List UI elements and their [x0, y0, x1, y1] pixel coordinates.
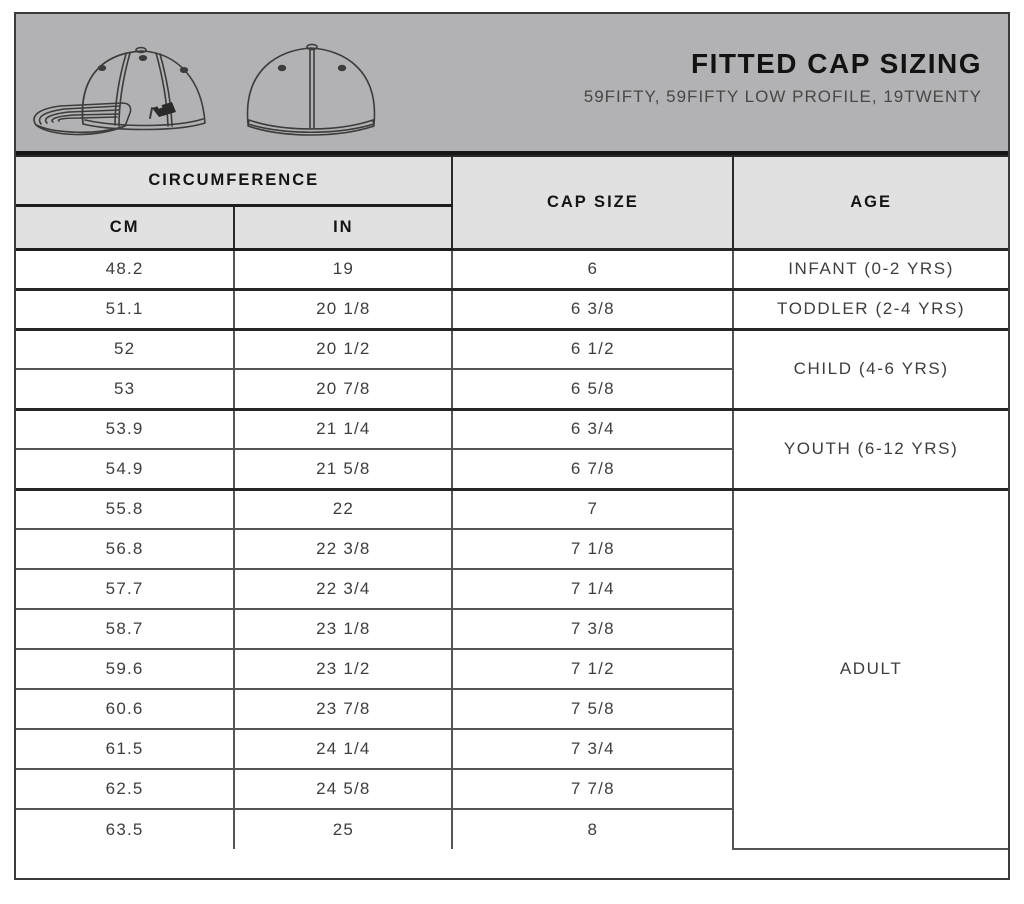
- page-subtitle: 59FIFTY, 59FIFTY LOW PROFILE, 19TWENTY: [583, 87, 982, 106]
- in-cell: 23 7/8: [234, 689, 452, 729]
- cap-size-cell: 7 3/8: [452, 609, 733, 649]
- in-cell: 23 1/8: [234, 609, 452, 649]
- cm-cell: 58.7: [16, 609, 234, 649]
- cm-cell: 54.9: [16, 449, 234, 489]
- cm-header: CM: [16, 205, 234, 249]
- in-cell: 25: [234, 809, 452, 849]
- in-header: IN: [234, 205, 452, 249]
- cm-cell: 57.7: [16, 569, 234, 609]
- age-cell: YOUTH (6-12 YRS): [733, 409, 1008, 489]
- cap-size-cell: 7 5/8: [452, 689, 733, 729]
- cap-size-cell: 7 7/8: [452, 769, 733, 809]
- in-cell: 24 1/4: [234, 729, 452, 769]
- header-titles: [584, 14, 1008, 151]
- sizing-chart-sheet: [14, 12, 1010, 880]
- table-row: [16, 489, 1008, 529]
- table-row: [16, 409, 1008, 449]
- sizing-table-body: [16, 249, 1008, 849]
- cap-back-view-icon: [248, 44, 375, 135]
- cap-size-cell: 7 1/2: [452, 649, 733, 689]
- age-cell: ADULT: [733, 489, 1008, 849]
- in-cell: 19: [234, 249, 452, 289]
- in-cell: 20 7/8: [234, 369, 452, 409]
- page-title: FITTED CAP SIZING: [691, 48, 982, 79]
- sizing-table-header: [16, 156, 1008, 249]
- in-cell: 21 5/8: [234, 449, 452, 489]
- cm-cell: 53: [16, 369, 234, 409]
- cap-illustrations: [16, 14, 382, 151]
- in-cell: 22 3/4: [234, 569, 452, 609]
- table-row: [16, 249, 1008, 289]
- table-row: [16, 289, 1008, 329]
- age-cell: CHILD (4-6 YRS): [733, 329, 1008, 409]
- in-cell: 20 1/8: [234, 289, 452, 329]
- cap-size-cell: 6 1/2: [452, 329, 733, 369]
- cap-size-cell: 6 3/8: [452, 289, 733, 329]
- age-header: AGE: [733, 156, 1008, 249]
- cap-size-cell: 7 3/4: [452, 729, 733, 769]
- cap-size-cell: 7: [452, 489, 733, 529]
- header-band: [16, 14, 1008, 155]
- in-cell: 23 1/2: [234, 649, 452, 689]
- cm-cell: 59.6: [16, 649, 234, 689]
- table-row: [16, 329, 1008, 369]
- in-cell: 22 3/8: [234, 529, 452, 569]
- cap-size-cell: 7 1/4: [452, 569, 733, 609]
- cm-cell: 55.8: [16, 489, 234, 529]
- cm-cell: 60.6: [16, 689, 234, 729]
- in-cell: 21 1/4: [234, 409, 452, 449]
- cap-size-header: CAP SIZE: [452, 156, 733, 249]
- circumference-header: CIRCUMFERENCE: [16, 156, 452, 205]
- cap-size-cell: 6 7/8: [452, 449, 733, 489]
- cm-cell: 62.5: [16, 769, 234, 809]
- in-cell: 22: [234, 489, 452, 529]
- cm-cell: 48.2: [16, 249, 234, 289]
- cm-cell: 53.9: [16, 409, 234, 449]
- cm-cell: 61.5: [16, 729, 234, 769]
- in-cell: 24 5/8: [234, 769, 452, 809]
- cap-size-cell: 6: [452, 249, 733, 289]
- cap-size-cell: 8: [452, 809, 733, 849]
- age-cell: TODDLER (2-4 YRS): [733, 289, 1008, 329]
- age-cell: INFANT (0-2 YRS): [733, 249, 1008, 289]
- in-cell: 20 1/2: [234, 329, 452, 369]
- cm-cell: 63.5: [16, 809, 234, 849]
- cm-cell: 51.1: [16, 289, 234, 329]
- cap-side-view-icon: [34, 48, 205, 135]
- cap-size-cell: 7 1/8: [452, 529, 733, 569]
- cm-cell: 52: [16, 329, 234, 369]
- cap-size-cell: 6 3/4: [452, 409, 733, 449]
- cap-size-cell: 6 5/8: [452, 369, 733, 409]
- sizing-table: [16, 155, 1008, 850]
- cm-cell: 56.8: [16, 529, 234, 569]
